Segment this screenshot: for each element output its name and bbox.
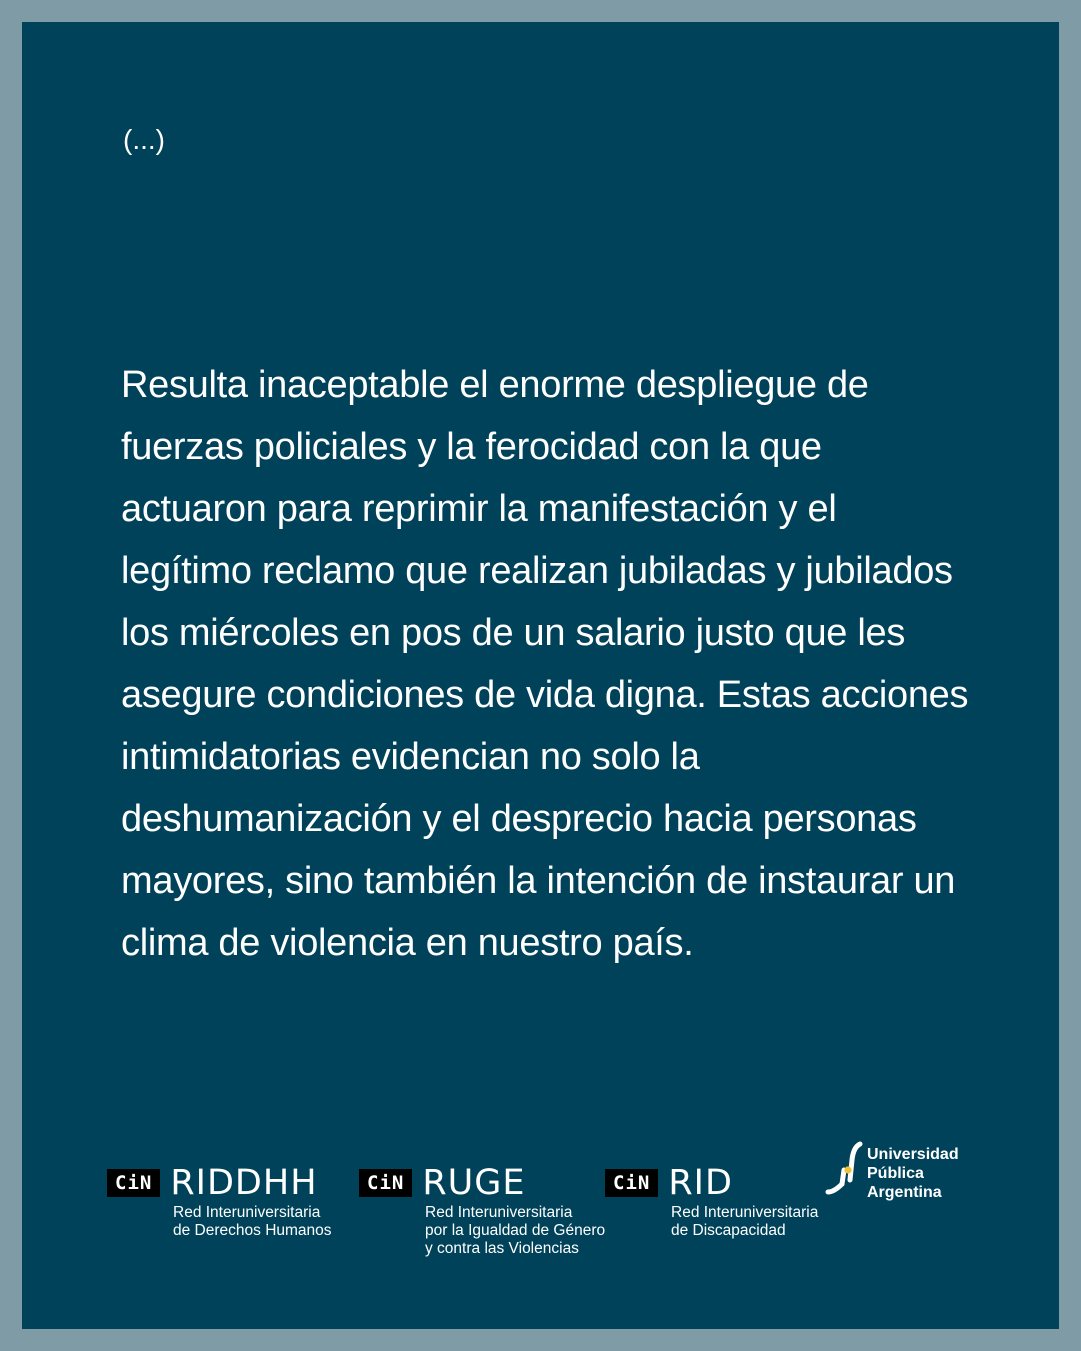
ruge-description: [425, 1204, 605, 1258]
statement-paragraph: Resulta inaceptable el enorme despliegue de fuerzas policiales y la ferocidad con la que actuaron para reprimir la manifestación y el legítimo reclamo que realizan jubiladas y jubilados los miércoles en pos de un salario justo que les asegure condiciones de vida digna. Estas acciones intimidatorias evidencian no solo la deshumanización y el desprecio hacia personas mayores, sino también la intención de instaurar un clima de violencia en nuestro país.: [121, 364, 969, 964]
ruge-desc-line: y contra las Violencias: [425, 1240, 579, 1257]
upa-line: Universidad: [867, 1146, 959, 1163]
universidad-publica-logo: [824, 1132, 959, 1202]
riddhh-description: [173, 1204, 332, 1240]
ruge-acronym: RUGE: [422, 1163, 526, 1203]
rid-desc-line: Red Interuniversitaria: [671, 1204, 819, 1221]
cin-badge: CiN: [107, 1169, 160, 1197]
cin-badge: CiN: [605, 1169, 658, 1197]
riddhh-desc-line: de Derechos Humanos: [173, 1222, 332, 1239]
riddhh-desc-line: Red Interuniversitaria: [173, 1204, 321, 1221]
cin-badge: CiN: [359, 1169, 412, 1197]
ruge-desc-line: por la Igualdad de Género: [425, 1222, 606, 1239]
rid-acronym: RID: [668, 1163, 733, 1203]
ellipsis-text: (...): [123, 124, 165, 155]
rid-description: [671, 1204, 818, 1240]
riddhh-acronym: RIDDHH: [170, 1163, 318, 1203]
upa-line: Pública: [867, 1165, 924, 1182]
rid-logo: [605, 1165, 818, 1240]
ruge-desc-line: Red Interuniversitaria: [425, 1204, 573, 1221]
upa-emblem-icon: [824, 1132, 864, 1202]
upa-wordmark: [867, 1145, 959, 1202]
riddhh-logo: [107, 1165, 332, 1240]
upa-line: Argentina: [867, 1184, 942, 1201]
rid-desc-line: de Discapacidad: [671, 1222, 786, 1239]
ruge-logo: [359, 1165, 605, 1258]
